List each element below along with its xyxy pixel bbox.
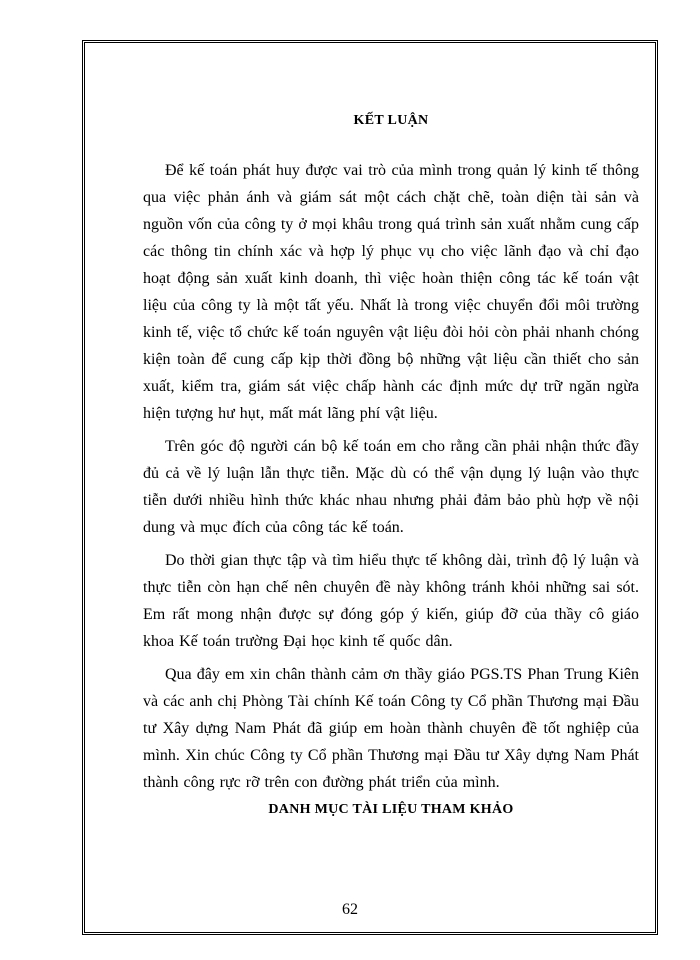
conclusion-heading: KẾT LUẬN bbox=[353, 113, 429, 128]
page-number: 62 bbox=[342, 901, 358, 918]
references-heading: DANH MỤC TÀI LIỆU THAM KHẢO bbox=[268, 801, 514, 817]
paragraph-1: Để kế toán phát huy được vai trò của mình trong quản lý kinh tế thông qua việc phản ánh và giám sát một cách chặt chẽ, toàn diện tài sản và nguồn vốn của công ty ở mọi khâu trong quá trình sản xuất nhằm cung cấp các thông tin chính xác và hợp lý phục vụ cho việc lãnh đạo và chỉ đạo hoạt động sản xuất kinh doanh, thì việc hoàn thiện công tác kế toán vật liệu của công ty là một tất yếu. Nhất là trong việc chuyển đổi môi trường kinh tế, việc tổ chức kế toán nguyên vật liệu đòi hỏi còn phải nhanh chóng kiện toàn để cung cấp kịp thời đồng bộ những vật liệu cần thiết cho sản xuất, kiểm tra, giám sát việc chấp hành các định mức dự trữ ngăn ngừa hiện tượng hư hụt, mất mát lãng phí vật liệu. bbox=[143, 161, 639, 422]
paragraph-4: Qua đây em xin chân thành cảm ơn thầy giáo PGS.TS Phan Trung Kiên và các anh chị Phòng Tài chính Kế toán Công ty Cổ phần Thương mại Đầu tư Xây dựng Nam Phát đã giúp em hoàn thành chuyên đề tốt nghiệp của mình. Xin chúc Công ty Cổ phần Thương mại Đầu tư Xây dựng Nam Phát thành công rực rỡ trên con đường phát triển của mình. bbox=[143, 665, 639, 791]
paragraph-3: Do thời gian thực tập và tìm hiểu thực tế không dài, trình độ lý luận và thực tiễn còn hạn chế nên chuyên đề này không tránh khỏi những sai sót. Em rất mong nhận được sự đóng góp ý kiến, giúp đỡ của thầy cô giáo khoa Kế toán trường Đại học kinh tế quốc dân. bbox=[143, 551, 639, 650]
paragraph-2: Trên góc độ người cán bộ kế toán em cho rằng cần phải nhận thức đầy đủ cả về lý luận lẫn thực tiễn. Mặc dù có thể vận dụng lý luận vào thực tiễn dưới nhiều hình thức khác nhau nhưng phải đảm bảo phù hợp về nội dung và mục đích của công tác kế toán. bbox=[143, 437, 639, 536]
document-body bbox=[143, 113, 639, 819]
